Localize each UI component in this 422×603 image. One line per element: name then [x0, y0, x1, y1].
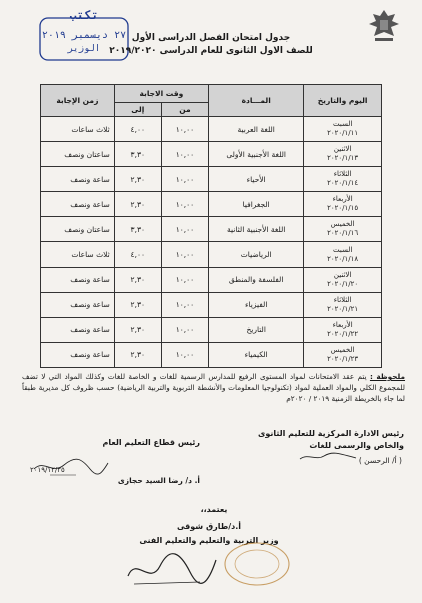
right-handwritten-signature	[298, 448, 358, 460]
to-time-cell: ٤,٠٠	[114, 117, 161, 142]
table-row	[41, 292, 382, 317]
table-row	[41, 317, 382, 342]
exam-date: ٢٠٢٠/١/١٤	[327, 179, 359, 188]
day-name: الخميس	[330, 220, 355, 229]
stamp-line-3: الوزير	[67, 44, 101, 54]
duration-cell: ساعة ونصف	[41, 267, 115, 292]
exam-date: ٢٠٢٠/١/٢٢	[327, 329, 359, 338]
note-text: يتم عقد الامتحانات لمواد المستوى الرفيع للمدارس الرسمية للغات و الخاصة للغات وكذلك المواد التي لا تضف للمجموع الكلي والمواد العملية لمواد (تكنولوجيا المعلومات والأنشطة التربوية والتربية الرياضية) حسب ظروف كل مديرية طبقاً لما جاء بالخريطة الزمنية ٢٠١٩ / ٢٠٢٠م	[22, 372, 405, 403]
to-time-cell: ٤,٠٠	[114, 242, 161, 267]
note-paragraph	[22, 371, 405, 404]
to-time-cell: ٢,٣٠	[114, 292, 161, 317]
exam-date: ٢٠٢٠/١/١٥	[327, 204, 359, 213]
table-row	[41, 217, 382, 242]
from-time-cell: ١٠,٠٠	[161, 192, 208, 217]
header-to: إلى	[114, 103, 161, 117]
header-time: وقت الاجابة	[114, 85, 208, 103]
exam-schedule-table	[40, 84, 382, 368]
left-signature-title: رئيس قطاع التعليم العام	[102, 438, 200, 447]
duration-cell: ثلاث ساعات	[41, 242, 115, 267]
duration-cell: ساعتان ونصف	[41, 142, 115, 167]
duration-cell: ساعة ونصف	[41, 317, 115, 342]
table-row	[41, 192, 382, 217]
from-time-cell: ١٠,٠٠	[161, 242, 208, 267]
from-time-cell: ١٠,٠٠	[161, 292, 208, 317]
to-time-cell: ٢,٣٠	[114, 167, 161, 192]
from-time-cell: ١٠,٠٠	[161, 217, 208, 242]
day-date-cell	[304, 117, 382, 142]
from-time-cell: ١٠,٠٠	[161, 117, 208, 142]
exam-date: ٢٠٢٠/١/١٣	[327, 154, 359, 163]
to-time-cell: ٢,٣٠	[114, 192, 161, 217]
exam-date: ٢٠٢٠/١/٢٠	[327, 279, 359, 288]
exam-date: ٢٠٢٠/١/١٨	[327, 254, 359, 263]
subject-cell: الفيزياء	[209, 292, 304, 317]
stamp-line-1: تكتب	[69, 8, 99, 22]
right-signature-name: ( أ/ الرحسن )	[358, 456, 402, 465]
table-row	[41, 167, 382, 192]
to-time-cell: ٣,٣٠	[114, 217, 161, 242]
header-day-date: اليوم والتاريخ	[304, 85, 382, 117]
subject-cell: اللغة الأجنبية الثانية	[209, 217, 304, 242]
header-from: من	[161, 103, 208, 117]
duration-cell: ساعة ونصف	[41, 192, 115, 217]
right-signature-title: رئيس الادارة المركزية للتعليم الثانوى والخاص والرسمى للغات	[258, 429, 404, 450]
table-row	[41, 142, 382, 167]
day-name: الثلاثاء	[333, 295, 352, 304]
to-time-cell: ٢,٣٠	[114, 317, 161, 342]
duration-cell: ساعة ونصف	[41, 292, 115, 317]
day-date-cell	[304, 217, 382, 242]
note-label: ملحوظة :	[369, 372, 406, 381]
from-time-cell: ١٠,٠٠	[161, 317, 208, 342]
table-row	[41, 117, 382, 142]
page-title: جدول امتحان الفصل الدراسى الأول	[131, 33, 291, 43]
day-name: السبت	[332, 120, 353, 129]
left-signature-date: ٢٠١٩/١٢/٢٥	[30, 466, 65, 474]
official-seal	[222, 540, 292, 588]
day-date-cell	[304, 342, 382, 367]
from-time-cell: ١٠,٠٠	[161, 142, 208, 167]
subject-cell: اللغة العربية	[209, 117, 304, 142]
day-name: السبت	[332, 245, 353, 254]
day-date-cell	[304, 142, 382, 167]
exam-date: ٢٠٢٠/١/١٦	[327, 229, 359, 238]
day-name: الاثنين	[333, 145, 352, 154]
to-time-cell: ٢,٣٠	[114, 342, 161, 367]
day-date-cell	[304, 292, 382, 317]
minister-name: أ.د/طارق شوقى	[176, 522, 242, 531]
stamp-date: ٢٧ ديسمبر ٢٠١٩	[41, 30, 127, 41]
exam-date: ٢٠٢٠/١/١١	[327, 129, 359, 138]
exam-date: ٢٠٢٠/١/٢١	[327, 304, 359, 313]
day-name: الأربعاء	[332, 195, 353, 204]
day-name: الاثنين	[333, 270, 352, 279]
from-time-cell: ١٠,٠٠	[161, 167, 208, 192]
duration-cell: ثلاث ساعات	[41, 117, 115, 142]
table-row	[41, 267, 382, 292]
day-date-cell	[304, 242, 382, 267]
day-date-cell	[304, 267, 382, 292]
duration-cell: ساعة ونصف	[41, 167, 115, 192]
header-subject: المـــادة	[209, 85, 304, 117]
subject-cell: الأحياء	[209, 167, 304, 192]
subject-cell: الجغرافيا	[209, 192, 304, 217]
day-date-cell	[304, 167, 382, 192]
exam-date: ٢٠٢٠/١/٢٣	[327, 354, 359, 363]
minister-title: وزير التربية والتعليم والتعليم الفنى	[139, 536, 279, 545]
subject-cell: التاريخ	[209, 317, 304, 342]
to-time-cell: ٢,٣٠	[114, 267, 161, 292]
day-date-cell	[304, 317, 382, 342]
duration-cell: ساعة ونصف	[41, 342, 115, 367]
subject-cell: اللغة الأجنبية الأولى	[209, 142, 304, 167]
minister-handwritten-signature	[120, 546, 220, 590]
day-name: الثلاثاء	[333, 170, 352, 179]
table-row	[41, 242, 382, 267]
header-duration: زمن الإجابة	[41, 85, 115, 117]
day-name: الخميس	[330, 345, 355, 354]
day-date-cell	[304, 192, 382, 217]
to-time-cell: ٣,٣٠	[114, 142, 161, 167]
from-time-cell: ١٠,٠٠	[161, 267, 208, 292]
subject-cell: الكيمياء	[209, 342, 304, 367]
day-name: الأربعاء	[332, 320, 353, 329]
from-time-cell: ١٠,٠٠	[161, 342, 208, 367]
subject-cell: الفلسفة والمنطق	[209, 267, 304, 292]
table-row	[41, 342, 382, 367]
left-signature-name: أ. د/ رضا السيد حجازى	[117, 476, 200, 485]
subject-cell: الرياضيات	[209, 242, 304, 267]
page-subtitle: للصف الاول الثانوى للعام الدراسى ٢٠١٩/٢٠٢٠	[109, 46, 313, 56]
duration-cell: ساعتان ونصف	[41, 217, 115, 242]
approval-label: يعتمد،،	[200, 505, 228, 514]
